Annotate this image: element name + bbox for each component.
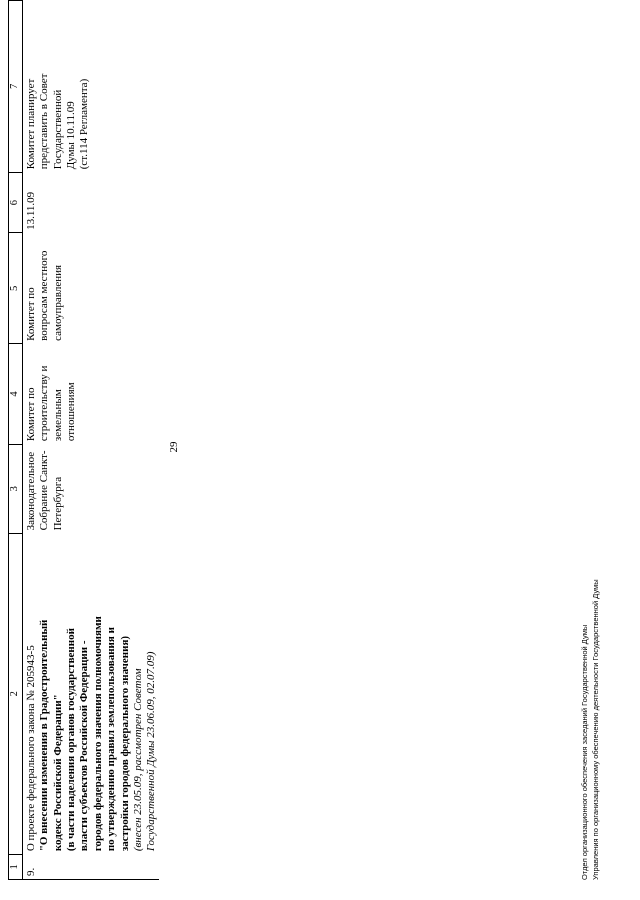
initiator-line: Собрание Санкт- (38, 450, 51, 531)
co-committee-line: самоуправления (51, 264, 64, 341)
plan-line: (ст.114 Регламента) (78, 78, 91, 170)
column-header-1: 1 (9, 854, 23, 879)
committee-line: строительству и (38, 365, 51, 442)
co-executor-committee (22, 233, 159, 344)
bill-title-line: (в части наделения органов государственной (65, 628, 78, 852)
plan-line: Государственной (51, 89, 64, 170)
initiator-line: Петербурга (51, 476, 64, 531)
column-header-7: 7 (9, 1, 23, 173)
bill-title-line: власти субъектов Российской Федерации - (78, 640, 91, 852)
bill-title-line: по утверждению правил землепользования и (105, 627, 118, 852)
bill-title-line: О проекте федерального закона № 205943-5 (24, 645, 37, 852)
plan-line: представить в Совет (38, 73, 51, 170)
plan-line: Думы 10.11.09 (65, 101, 78, 170)
footer-line: Отдел организационного обеспечения заседаний Государственной Думы (580, 624, 589, 880)
page-footer (580, 579, 601, 880)
footer-line: Управления по организационному обеспечению деятельности Государственной Думы (590, 579, 600, 880)
initiator-line: Законодательное (24, 451, 37, 531)
responsible-committee (22, 344, 159, 444)
column-number-row (9, 1, 23, 880)
bill-description (22, 533, 159, 854)
initiator (22, 444, 159, 533)
column-header-6: 6 (9, 172, 23, 233)
committee-line: земельным (51, 389, 64, 442)
co-committee-line: Комитет по (24, 287, 37, 341)
bill-title-line: "О внесении изменения в Градостроительный (38, 619, 51, 852)
committee-line: отношениям (65, 382, 78, 442)
plan-line: Комитет планирует (24, 78, 37, 170)
page-number: 29 (168, 441, 180, 453)
bill-note-line: (внесен 23.05.09, рассмотрен Советом (132, 668, 145, 852)
column-header-5: 5 (9, 233, 23, 344)
co-committee-line: вопросам местного (38, 250, 51, 341)
bill-title-line: городов федерального значения полномочиями (91, 616, 104, 852)
column-header-2: 2 (9, 533, 23, 854)
row-number: 9. (22, 854, 159, 879)
bill-title-line: застройки городов федерального значения) (118, 635, 131, 852)
plan-note (22, 1, 159, 173)
committee-line: Комитет по (24, 387, 37, 442)
column-header-4: 4 (9, 344, 23, 444)
deadline-date: 13.11.09 (24, 191, 37, 230)
column-header-3: 3 (9, 444, 23, 533)
bill-title-line: кодекс Российской Федерации" (51, 694, 64, 852)
legislation-table (8, 0, 159, 880)
bill-note-line: Государственной Думы 23.06.09, 02.07.09) (145, 651, 158, 852)
table-row (22, 1, 159, 880)
